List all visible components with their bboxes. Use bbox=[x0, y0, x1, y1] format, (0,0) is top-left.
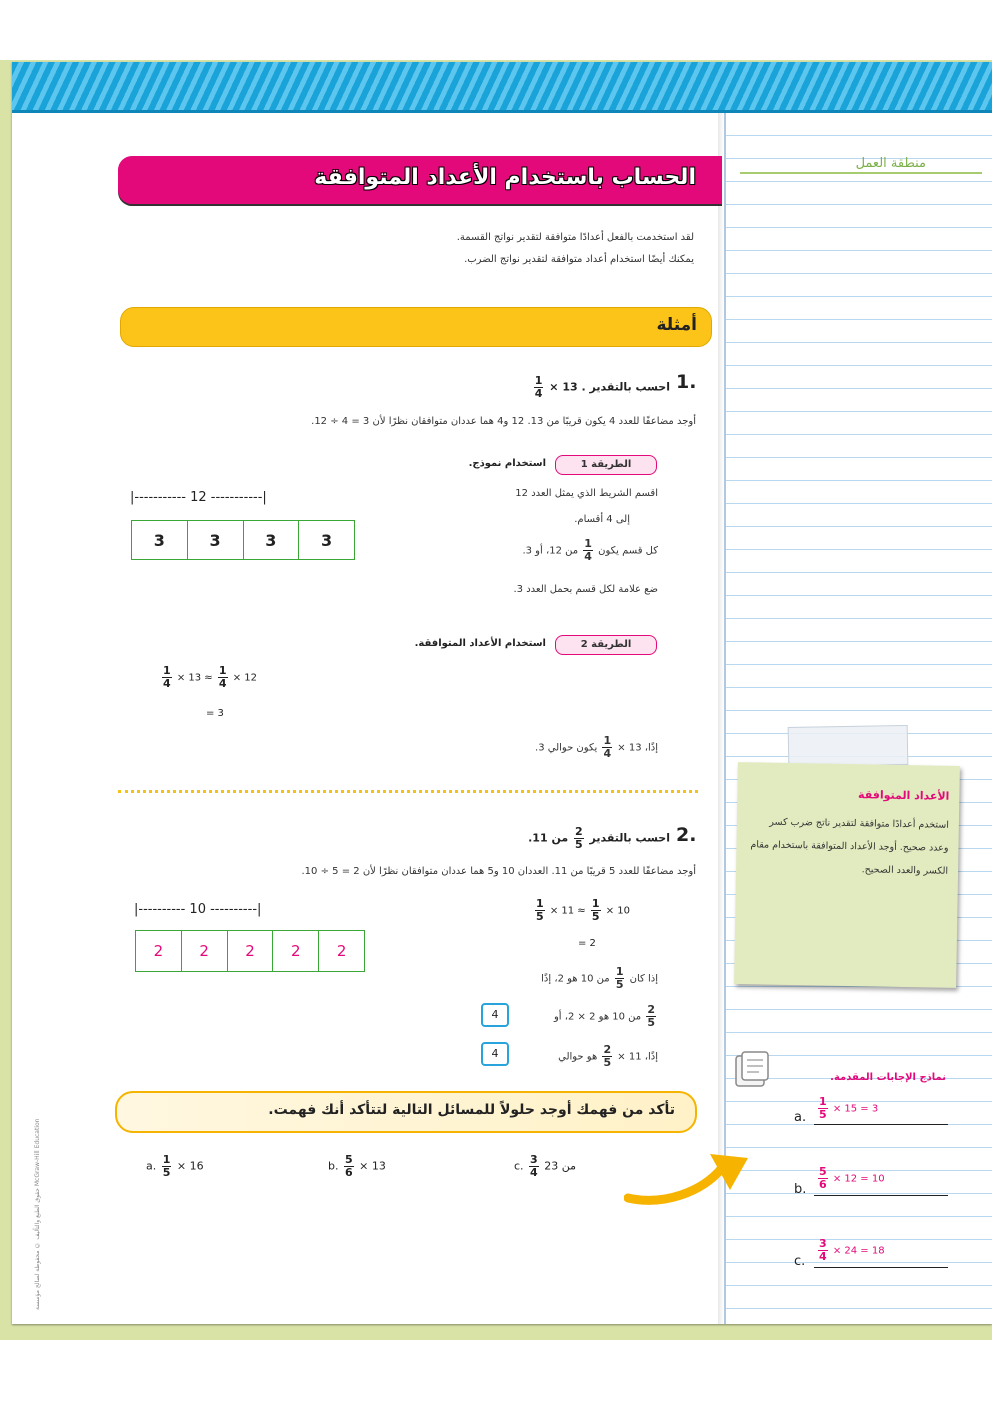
calc-2-fraction-right bbox=[591, 898, 601, 923]
fraction-denominator: 4 bbox=[819, 1250, 827, 1263]
answer-fraction bbox=[818, 1096, 828, 1121]
fraction-numerator: 2 bbox=[603, 1043, 612, 1056]
example-1-prompt bbox=[532, 375, 670, 400]
intro-line-1: لقد استخدمت بالفعل أعدادًا متوافقة لتقدير نواتج القسمة. bbox=[456, 232, 694, 243]
fraction-numerator: 3 bbox=[819, 1237, 827, 1250]
answer-line-c bbox=[814, 1267, 948, 1268]
method-1-step-1: اقسم الشريط الذي يمثل العدد 12 bbox=[515, 488, 658, 499]
tape-1-total: |----------- 12 -----------| bbox=[130, 490, 267, 505]
lesson-title-bar bbox=[118, 156, 722, 204]
practice-problem-c bbox=[514, 1154, 576, 1179]
fraction-numerator: 1 bbox=[536, 897, 544, 910]
fraction-numerator: 1 bbox=[584, 537, 592, 550]
tape-diagram-2 bbox=[135, 930, 365, 972]
check-understanding-bar bbox=[115, 1091, 697, 1133]
fraction-denominator: 5 bbox=[819, 1108, 827, 1121]
example-1-prompt-text: احسب بالتقدير bbox=[589, 380, 670, 394]
check-understanding-heading: تأكد من فهمك أوجد حلولاً للمسائل التالية لتتأكد أنك فهمت. bbox=[268, 1102, 675, 1118]
examples-heading-bar bbox=[120, 307, 712, 347]
example-2-explanation: أوجد مضاعفًا للعدد 5 قريبًا من 11. العددان 10 و5 هما عددان متوافقان نظرًا لأن 2 = 5 ÷ 10. bbox=[301, 866, 696, 877]
fraction-denominator: 4 bbox=[218, 677, 227, 690]
example-1-conclusion bbox=[535, 735, 658, 760]
fraction-denominator: 5 bbox=[575, 838, 583, 851]
work-area-notebook bbox=[724, 113, 992, 1324]
conclusion-post: يكون حوالي 3. bbox=[535, 742, 598, 754]
sample-answer-a-letter: a. bbox=[794, 1110, 807, 1125]
line-b-fraction bbox=[646, 1004, 656, 1029]
sample-answer-b bbox=[816, 1166, 885, 1191]
step-3-pre: كل قسم يكون bbox=[598, 545, 658, 557]
fraction-numerator: 1 bbox=[218, 664, 227, 677]
step-3-post: من 12، أو 3. bbox=[522, 545, 579, 557]
fraction-denominator: 4 bbox=[603, 747, 612, 760]
sample-answers-title: نماذج الإجابات المقدمة. bbox=[830, 1072, 946, 1083]
sample-answer-c-letter: c. bbox=[794, 1254, 806, 1269]
fraction-denominator: 5 bbox=[162, 1166, 171, 1179]
method-1-step-4: ضع علامة لكل قسم بحمل العدد 3. bbox=[513, 584, 658, 595]
example-2-calc-result: = 2 bbox=[578, 938, 596, 949]
practice-problem-a bbox=[146, 1154, 204, 1179]
sample-answer-b-letter: b. bbox=[794, 1182, 807, 1197]
fraction-numerator: 2 bbox=[647, 1003, 655, 1016]
line-a-post: من 10 هو 2، إذًا bbox=[541, 973, 610, 985]
problem-letter: a. bbox=[146, 1159, 157, 1173]
fraction-denominator: 6 bbox=[819, 1178, 827, 1191]
answer-fraction bbox=[818, 1166, 828, 1191]
fraction-denominator: 5 bbox=[591, 910, 600, 923]
fraction-numerator: 1 bbox=[163, 664, 171, 677]
tape-1-cell: 3 bbox=[188, 521, 244, 559]
method-1-label: استخدام نموذج. bbox=[468, 458, 546, 469]
fraction-denominator: 5 bbox=[647, 1016, 655, 1029]
tape-1-cell: 3 bbox=[244, 521, 300, 559]
lesson-title: الحساب باستخدام الأعداد المتوافقة bbox=[314, 165, 696, 190]
note-title: الأعداد المتوافقة bbox=[857, 788, 950, 803]
example-2-line-b bbox=[554, 1004, 658, 1029]
calc-left: × 13 ≈ bbox=[176, 672, 213, 684]
work-area-underline bbox=[740, 172, 982, 174]
calc-2-left: × 11 ≈ bbox=[549, 905, 586, 917]
copyright-sidenote: حقوق الطبع والتأليف © محفوظة لصالح مؤسسة McGraw-Hill Education bbox=[34, 1118, 41, 1310]
method-1-step-2: إلى 4 أقسام. bbox=[574, 514, 630, 525]
sample-answer-c bbox=[816, 1238, 885, 1263]
example-1-explanation: أوجد مضاعفًا للعدد 4 يكون قريبًا من 13. 12 و4 هما عددان متوافقان نظرًا لأن 3 = 4 ÷ 12. bbox=[311, 416, 696, 427]
tape-2-cell: 2 bbox=[228, 931, 274, 971]
line-c-fraction bbox=[602, 1044, 612, 1069]
tape-2-cell: 2 bbox=[182, 931, 228, 971]
fraction-denominator: 5 bbox=[536, 910, 544, 923]
answer-box-4: 4 bbox=[481, 1003, 509, 1027]
conclusion-fraction bbox=[602, 735, 612, 760]
intro-line-2: يمكنك أيضًا استخدام أعداد متوافقة لتقدير نواتج الضرب. bbox=[464, 254, 694, 265]
calc-right: × 12 bbox=[232, 672, 258, 684]
problem-letter: c. bbox=[514, 1159, 524, 1173]
fraction-numerator: 1 bbox=[615, 965, 624, 978]
problem-fraction bbox=[344, 1154, 354, 1179]
calc-2-fraction-left bbox=[535, 898, 545, 923]
method-2-tag: الطريقة 2 bbox=[555, 635, 657, 655]
practice-problem-b bbox=[328, 1154, 386, 1179]
answer-line-b bbox=[814, 1195, 948, 1196]
tape-2-total: |---------- 10 ----------| bbox=[134, 902, 262, 917]
tape-diagram-1 bbox=[131, 520, 355, 560]
fraction-numerator: 2 bbox=[575, 825, 583, 838]
fraction-denominator: 4 bbox=[584, 550, 592, 563]
example-2-line-c bbox=[558, 1044, 658, 1069]
sample-answer-a bbox=[816, 1096, 878, 1121]
top-banner bbox=[12, 62, 992, 113]
problem-fraction bbox=[162, 1154, 172, 1179]
examples-heading: أمثلة bbox=[656, 315, 697, 335]
fraction-numerator: 1 bbox=[534, 374, 543, 387]
example-2-calculation bbox=[533, 898, 630, 923]
section-divider bbox=[118, 790, 698, 793]
line-c-pre: إذًا، 11 × bbox=[617, 1051, 658, 1063]
tape-2-cell: 2 bbox=[273, 931, 319, 971]
fraction-denominator: 4 bbox=[530, 1166, 538, 1179]
fraction-numerator: 1 bbox=[819, 1095, 827, 1108]
example-2-prompt bbox=[528, 826, 670, 851]
problem-tail: من 23 bbox=[544, 1159, 576, 1173]
fraction-denominator: 5 bbox=[615, 978, 624, 991]
example-2-prompt-text: احسب بالتقدير bbox=[589, 831, 670, 845]
document-icon bbox=[732, 1050, 772, 1090]
fraction-numerator: 5 bbox=[344, 1153, 353, 1166]
example-2-fraction bbox=[574, 826, 584, 851]
calc-fraction-right bbox=[218, 665, 228, 690]
problem-tail: × 13 bbox=[359, 1159, 386, 1173]
fraction-denominator: 5 bbox=[603, 1056, 612, 1069]
answer-expression: × 24 = 18 bbox=[832, 1245, 885, 1257]
sticky-tape bbox=[788, 725, 909, 767]
compatible-numbers-note bbox=[734, 762, 960, 988]
step-3-fraction bbox=[583, 538, 593, 563]
example-1-expr-tail: × 13 . bbox=[549, 380, 586, 394]
example-2-number: 2. bbox=[676, 824, 697, 846]
problem-tail: × 16 bbox=[176, 1159, 204, 1173]
problem-fraction bbox=[529, 1154, 539, 1179]
method-1-tag: الطريقة 1 bbox=[555, 455, 657, 475]
tape-1-cell: 3 bbox=[132, 521, 188, 559]
line-a-pre: إذا كان bbox=[629, 973, 658, 985]
example-2-line-a bbox=[541, 966, 658, 991]
fraction-numerator: 1 bbox=[603, 734, 612, 747]
answer-fraction bbox=[818, 1238, 828, 1263]
pointer-arrow-icon bbox=[624, 1140, 754, 1220]
answer-expression: × 12 = 10 bbox=[832, 1173, 885, 1185]
tape-2-cell: 2 bbox=[136, 931, 182, 971]
problem-letter: b. bbox=[328, 1159, 339, 1173]
line-b-post: من 10 هو 2 × 2، أو bbox=[553, 1011, 642, 1023]
fraction-denominator: 4 bbox=[163, 677, 171, 690]
answer-line-a bbox=[814, 1124, 948, 1125]
fraction-numerator: 5 bbox=[819, 1165, 827, 1178]
fraction-numerator: 1 bbox=[591, 897, 600, 910]
example-1-fraction bbox=[534, 375, 544, 400]
work-area-label: منطقة العمل bbox=[855, 156, 926, 171]
example-2-expr-tail: من 11. bbox=[528, 831, 569, 845]
fraction-numerator: 1 bbox=[162, 1153, 171, 1166]
line-c-post: هو حوالي bbox=[558, 1051, 598, 1063]
answer-box-approx: 4 bbox=[481, 1042, 509, 1066]
calc-2-right: × 10 bbox=[605, 905, 631, 917]
fraction-numerator: 3 bbox=[530, 1153, 538, 1166]
example-1-calculation bbox=[160, 665, 257, 690]
tape-2-cell: 2 bbox=[336, 942, 347, 960]
method-1-step-3 bbox=[522, 538, 658, 563]
line-a-fraction bbox=[615, 966, 625, 991]
note-body: استخدم أعدادًا متوافقة لتقدير ناتج ضرب كسر وعدد صحيح. أوجد الأعداد المتوافقة باستخدام مقام الكسر والعدد الصحيح. bbox=[750, 816, 949, 877]
method-2-label: استخدام الأعداد المتوافقة. bbox=[414, 638, 546, 649]
fraction-denominator: 4 bbox=[534, 387, 543, 400]
answer-expression: × 15 = 3 bbox=[832, 1103, 879, 1115]
calc-fraction-left bbox=[162, 665, 172, 690]
fraction-denominator: 6 bbox=[344, 1166, 353, 1179]
conclusion-pre: إذًا، 13 × bbox=[617, 742, 658, 754]
example-1-number: 1. bbox=[676, 371, 697, 393]
tape-1-cell: 3 bbox=[321, 530, 333, 550]
example-1-calc-result: = 3 bbox=[206, 708, 224, 719]
